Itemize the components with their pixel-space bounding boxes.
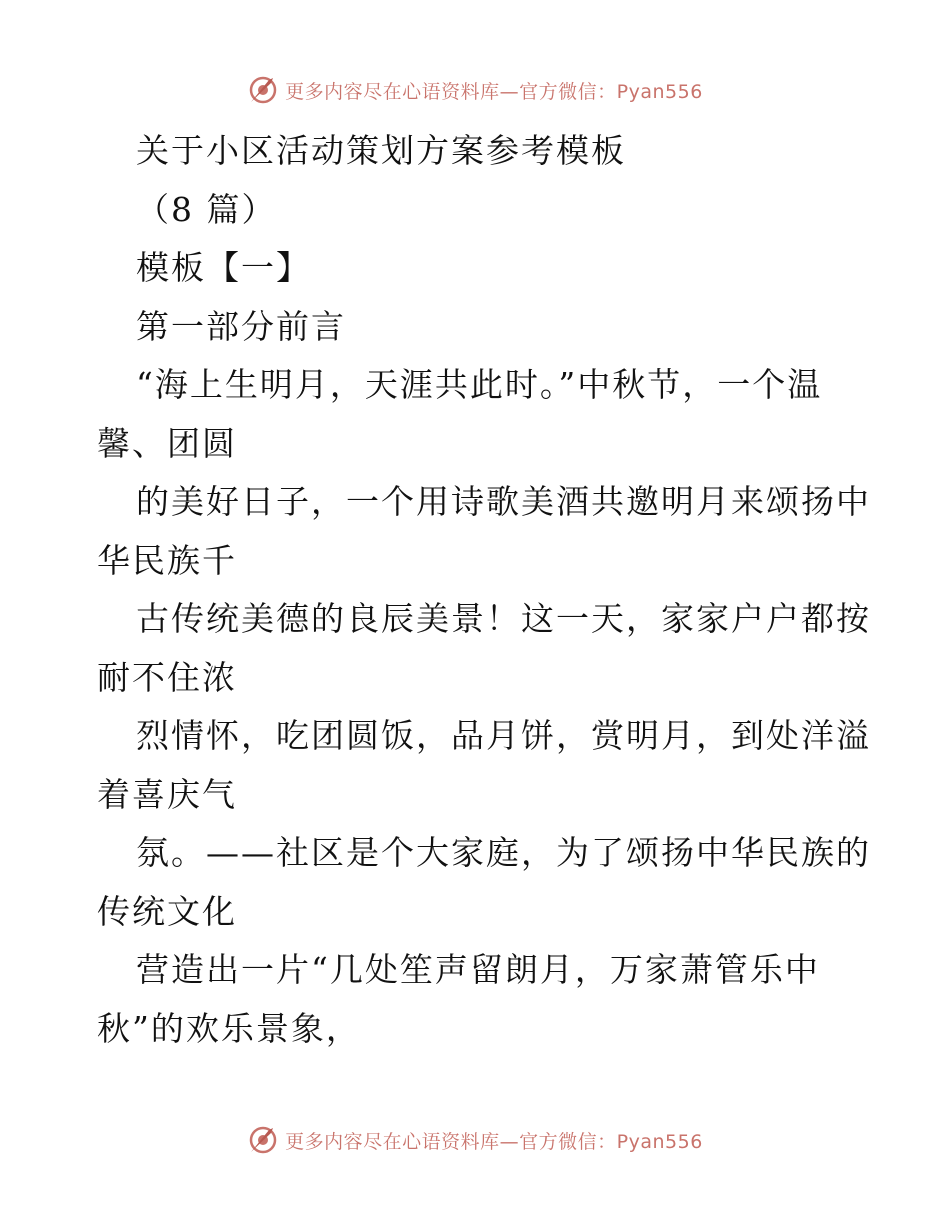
document-title: 关于小区活动策划方案参考模板: [136, 131, 626, 170]
text-line: 古传统美德的良辰美景！这一天，家家户户都按: [136, 599, 871, 638]
header-watermark: [0, 70, 950, 110]
text-line: 馨、团圆: [97, 423, 237, 463]
quill-logo-icon: [247, 1124, 279, 1156]
section-heading: 模板【一】: [136, 248, 311, 287]
text-line: 着喜庆气: [97, 774, 237, 814]
footer-watermark: [0, 1120, 950, 1160]
watermark-text: 更多内容尽在心语资料库—官方微信：Pyan556: [285, 80, 703, 103]
quill-logo-icon: [247, 74, 279, 106]
text-line: 耐不住浓: [97, 657, 237, 697]
document-subtitle: （8 篇）: [136, 189, 277, 229]
watermark-text: 更多内容尽在心语资料库—官方微信：Pyan556: [285, 1130, 703, 1153]
text-line: 的美好日子，一个用诗歌美酒共邀明月来颂扬中: [136, 482, 871, 521]
text-line: 秋”的欢乐景象，: [97, 1008, 361, 1048]
text-line: 传统文化: [97, 891, 237, 931]
part-heading: 第一部分前言: [136, 306, 346, 346]
text-line: 氛。——社区是个大家庭，为了颂扬中华民族的: [136, 833, 871, 872]
text-line: “海上生明月，天涯共此时。”中秋节，一个温: [136, 365, 823, 404]
text-line: 华民族千: [97, 540, 237, 580]
document-body: [97, 122, 871, 1058]
text-line: 营造出一片“几处笙声留朗月，万家萧管乐中: [136, 950, 820, 989]
text-line: 烈情怀，吃团圆饭，品月饼，赏明月，到处洋溢: [136, 716, 871, 755]
